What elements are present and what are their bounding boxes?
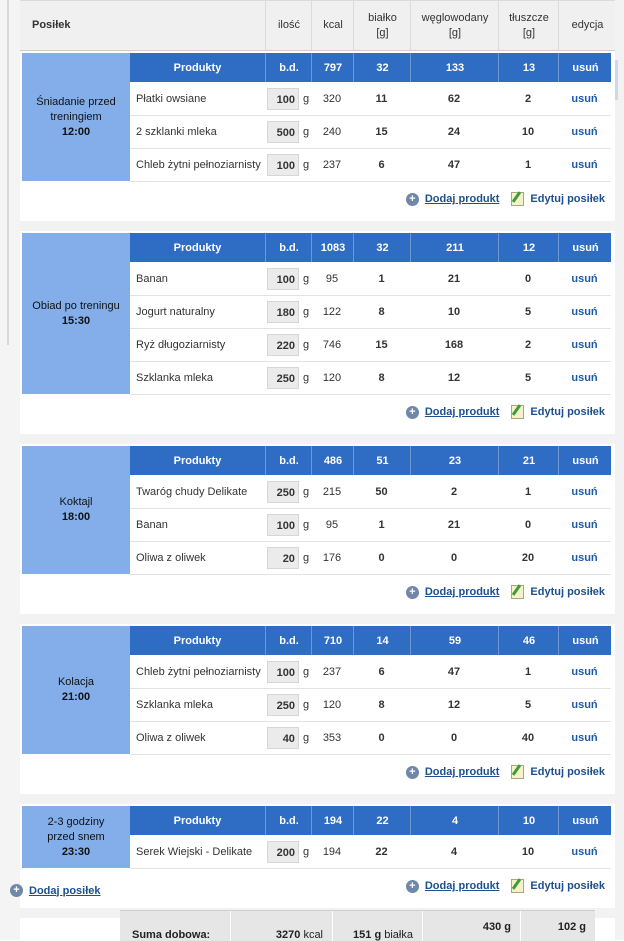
bd-label: b.d. (265, 446, 312, 475)
edit-pencil-icon (511, 765, 524, 779)
table-row (130, 361, 611, 395)
quantity-input[interactable]: 500 (267, 121, 299, 143)
summary-protein-unit: białka (384, 929, 413, 941)
meal-total-protein: 51 (353, 446, 411, 475)
summary-label: Suma dobowa: (132, 929, 211, 941)
delete-product-cell (558, 721, 611, 754)
meal-name-cell (22, 53, 130, 181)
quantity-input[interactable]: 220 (267, 334, 299, 356)
gram-unit: g (302, 92, 310, 105)
edit-meal-link[interactable]: Edytuj posiłek (530, 880, 605, 892)
product-fat: 5 (524, 305, 532, 318)
delete-product-link[interactable]: usuń (571, 371, 598, 384)
product-protein: 22 (375, 845, 388, 858)
quantity-input[interactable]: 100 (267, 661, 299, 683)
qty-cell (265, 361, 311, 394)
gram-unit: g (302, 665, 310, 678)
product-protein: 15 (375, 338, 388, 351)
product-kcal: 237 (322, 158, 342, 171)
product-name: Chleb żytni pełnoziarnisty (136, 665, 261, 678)
table-row (130, 721, 611, 755)
scrollbar-track[interactable] (615, 0, 624, 940)
product-protein: 0 (378, 551, 385, 564)
qty-cell (265, 655, 311, 688)
summary-label-cell (120, 911, 230, 941)
meal-total-protein: 32 (353, 233, 411, 262)
summary-kcal-value: 3270 (275, 929, 301, 941)
qty-cell (265, 295, 311, 328)
meal-total-kcal: 797 (311, 53, 354, 82)
table-row (130, 508, 611, 542)
delete-product-link[interactable]: usuń (571, 485, 598, 498)
product-carbs: 168 (444, 338, 464, 351)
meal-total-protein: 22 (353, 806, 411, 835)
meal-name: Obiad po treningu (32, 299, 120, 312)
summary-kcal-unit: kcal (303, 929, 323, 941)
table-row (130, 688, 611, 722)
product-kcal: 95 (325, 272, 339, 285)
product-kcal: 95 (325, 518, 339, 531)
meal-actions (406, 189, 605, 209)
header-meal: Posiłek (32, 19, 71, 31)
meal-name: Kolacja (57, 676, 95, 688)
product-name: Szklanka mleka (136, 698, 214, 711)
gram-unit: g (302, 338, 310, 351)
delete-product-cell (558, 148, 611, 181)
product-name: Płatki owsiane (136, 92, 207, 105)
products-header-label: Produkty (173, 241, 222, 254)
products-header-label: Produkty (173, 634, 222, 647)
table-row (130, 328, 611, 362)
add-product-link[interactable]: Dodaj produkt (424, 766, 500, 778)
product-fat: 40 (521, 731, 535, 744)
products-header-label: Produkty (173, 454, 222, 467)
product-name: Banan (136, 518, 168, 531)
meal-actions (406, 402, 605, 422)
gram-unit: g (302, 731, 310, 744)
delete-product-cell (558, 475, 611, 508)
gram-unit: g (302, 551, 310, 564)
quantity-input[interactable]: 100 (267, 88, 299, 110)
product-fat: 2 (524, 338, 532, 351)
product-fat: 1 (524, 485, 532, 498)
meal-total-fat: 13 (498, 53, 559, 82)
edit-pencil-icon (511, 405, 524, 419)
product-kcal: 237 (322, 665, 342, 678)
meal-total-kcal: 1083 (311, 233, 354, 262)
delete-product-cell (558, 262, 611, 295)
product-carbs: 2 (450, 485, 458, 498)
product-kcal: 120 (322, 698, 342, 711)
product-name: Jogurt naturalny (136, 305, 215, 318)
left-panel-edge (0, 0, 20, 940)
add-product-link[interactable]: Dodaj produkt (424, 193, 500, 205)
table-row (130, 115, 611, 149)
product-fat: 0 (524, 272, 532, 285)
products-header-label: Produkty (173, 61, 222, 74)
product-kcal: 746 (322, 338, 342, 351)
table-row (130, 148, 611, 182)
meal-name-cell (22, 806, 130, 868)
products-header-row (130, 806, 611, 835)
edit-pencil-icon (511, 585, 524, 599)
meal-time: 23:30 (61, 845, 91, 858)
product-kcal: 215 (322, 485, 342, 498)
product-carbs: 47 (447, 158, 461, 171)
product-name: Twaróg chudy Delikate (136, 485, 248, 498)
plus-circle-icon: + (10, 884, 23, 897)
gram-unit: g (302, 272, 310, 285)
plus-circle-icon: + (406, 766, 419, 779)
quantity-input[interactable]: 100 (267, 514, 299, 536)
meal-plan-table (20, 0, 615, 918)
header-qty: ilość (265, 1, 312, 50)
summary-fat-value: 102 g (557, 921, 586, 933)
delete-product-cell (558, 328, 611, 361)
header-kcal: kcal (311, 1, 354, 50)
gram-unit: g (302, 845, 310, 858)
products-header-row (130, 233, 611, 262)
meal-section (20, 231, 615, 434)
qty-cell (265, 148, 311, 181)
summary-carbs-cell (422, 911, 521, 941)
qty-cell (265, 688, 311, 721)
product-fat: 10 (521, 845, 535, 858)
quantity-input[interactable]: 250 (267, 481, 299, 503)
meal-name-cell (22, 446, 130, 574)
header-edit: edycja (558, 1, 616, 50)
delete-product-link[interactable]: usuń (571, 272, 598, 285)
table-row (130, 262, 611, 296)
meal-section (20, 624, 615, 794)
plus-circle-icon: + (406, 880, 419, 893)
product-fat: 2 (524, 92, 532, 105)
product-fat: 1 (524, 158, 532, 171)
meal-time: 18:00 (61, 511, 91, 523)
summary-fat-cell (520, 911, 596, 941)
meal-name: przed snem (47, 830, 105, 843)
meal-total-fat: 21 (498, 446, 559, 475)
meal-separator (20, 434, 615, 444)
product-fat: 5 (524, 371, 532, 384)
add-product-link[interactable]: Dodaj produkt (424, 586, 500, 598)
quantity-input[interactable]: 20 (267, 547, 299, 569)
summary-protein-cell (332, 911, 423, 941)
meal-name-cell (22, 233, 130, 394)
quantity-input[interactable]: 250 (267, 694, 299, 716)
meal-section (20, 804, 615, 908)
product-fat: 0 (524, 518, 532, 531)
product-name: Banan (136, 272, 168, 285)
product-kcal: 240 (322, 125, 342, 138)
product-carbs: 0 (450, 551, 458, 564)
edit-meal-link[interactable]: Edytuj posiłek (530, 193, 605, 205)
product-name: 2 szklanki mleka (136, 125, 217, 138)
product-name: Oliwa z oliwek (136, 551, 206, 564)
product-kcal: 320 (322, 92, 342, 105)
table-row (130, 475, 611, 509)
product-kcal: 194 (322, 845, 342, 858)
plus-circle-icon: + (406, 586, 419, 599)
products-header-row (130, 53, 611, 82)
meal-time: 12:00 (61, 125, 91, 138)
qty-cell (265, 835, 311, 868)
bd-label: b.d. (265, 53, 312, 82)
product-protein: 1 (378, 272, 385, 285)
product-name: Serek Wiejski - Delikate (136, 845, 253, 858)
product-carbs: 24 (447, 125, 461, 138)
meal-total-carbs: 23 (410, 446, 499, 475)
meal-total-carbs: 59 (410, 626, 499, 655)
delete-product-link[interactable]: usuń (571, 698, 598, 711)
product-carbs: 62 (447, 92, 461, 105)
product-carbs: 10 (447, 305, 461, 318)
delete-product-cell (558, 82, 611, 115)
product-protein: 8 (378, 305, 385, 318)
meals-container (20, 51, 615, 918)
add-meal-action[interactable] (10, 884, 101, 897)
gram-unit: g (302, 158, 310, 171)
meal-section (20, 51, 615, 221)
product-carbs: 47 (447, 665, 461, 678)
quantity-input[interactable]: 100 (267, 268, 299, 290)
qty-cell (265, 262, 311, 295)
delete-product-link[interactable]: usuń (571, 305, 598, 318)
table-row (130, 295, 611, 329)
product-protein: 15 (375, 125, 388, 138)
product-protein: 50 (375, 485, 388, 498)
product-fat: 5 (524, 698, 532, 711)
gram-unit: g (302, 371, 310, 384)
gram-unit: g (302, 698, 310, 711)
meal-name: Koktajl (59, 496, 93, 508)
meal-name-cell (22, 626, 130, 754)
summary-kcal-cell (230, 911, 333, 941)
product-protein: 8 (378, 698, 385, 711)
product-fat: 10 (521, 125, 535, 138)
qty-cell (265, 328, 311, 361)
delete-meal-button[interactable]: usuń (558, 233, 612, 262)
bd-label: b.d. (265, 233, 312, 262)
edit-meal-link[interactable]: Edytuj posiłek (530, 766, 605, 778)
meal-total-protein: 14 (353, 626, 411, 655)
meal-separator (20, 794, 615, 804)
summary-protein-value: 151 g (353, 929, 382, 941)
table-row (130, 655, 611, 689)
qty-cell (265, 115, 311, 148)
delete-meal-button[interactable]: usuń (558, 806, 612, 835)
delete-product-cell (558, 688, 611, 721)
product-carbs: 4 (450, 845, 458, 858)
quantity-input[interactable]: 250 (267, 367, 299, 389)
delete-product-cell (558, 508, 611, 541)
meal-total-protein: 32 (353, 53, 411, 82)
product-carbs: 21 (447, 518, 461, 531)
header-protein: białko [g] (353, 1, 411, 50)
products-header-row (130, 446, 611, 475)
delete-product-link[interactable]: usuń (571, 92, 598, 105)
bd-label: b.d. (265, 806, 312, 835)
delete-product-link[interactable]: usuń (571, 731, 598, 744)
product-carbs: 12 (447, 698, 461, 711)
delete-meal-button[interactable]: usuń (558, 446, 612, 475)
meal-time: 21:00 (61, 691, 91, 703)
qty-cell (265, 541, 311, 574)
product-kcal: 353 (322, 731, 342, 744)
quantity-input[interactable]: 100 (267, 154, 299, 176)
add-product-link[interactable]: Dodaj produkt (424, 880, 500, 892)
delete-product-cell (558, 835, 611, 868)
meal-total-fat: 12 (498, 233, 559, 262)
qty-cell (265, 475, 311, 508)
edit-meal-link[interactable]: Edytuj posiłek (530, 406, 605, 418)
delete-product-link[interactable]: usuń (571, 125, 598, 138)
meal-total-fat: 10 (498, 806, 559, 835)
delete-product-link[interactable]: usuń (571, 518, 598, 531)
edit-meal-link[interactable]: Edytuj posiłek (530, 586, 605, 598)
product-name: Chleb żytni pełnoziarnisty (136, 158, 261, 171)
plus-circle-icon: + (406, 193, 419, 206)
product-carbs: 0 (450, 731, 458, 744)
quantity-input[interactable]: 200 (267, 841, 299, 863)
delete-product-cell (558, 655, 611, 688)
product-protein: 8 (378, 371, 385, 384)
product-kcal: 176 (322, 551, 342, 564)
header-carbs: węglowodany [g] (410, 1, 499, 50)
bd-label: b.d. (265, 626, 312, 655)
product-carbs: 21 (447, 272, 461, 285)
gram-unit: g (302, 485, 310, 498)
delete-product-cell (558, 361, 611, 394)
product-name: Szklanka mleka (136, 371, 214, 384)
quantity-input[interactable]: 40 (267, 727, 299, 749)
meal-total-carbs: 133 (410, 53, 499, 82)
quantity-input[interactable]: 180 (267, 301, 299, 323)
meal-total-carbs: 211 (410, 233, 499, 262)
products-header-row (130, 626, 611, 655)
product-kcal: 120 (322, 371, 342, 384)
meal-total-kcal: 486 (311, 446, 354, 475)
product-fat: 1 (524, 665, 532, 678)
product-name: Oliwa z oliwek (136, 731, 206, 744)
products-header-label: Produkty (173, 814, 222, 827)
edit-pencil-icon (511, 879, 524, 893)
product-protein: 6 (378, 158, 385, 171)
table-row (130, 541, 611, 575)
delete-product-link[interactable]: usuń (571, 338, 598, 351)
product-carbs: 12 (447, 371, 461, 384)
delete-product-link[interactable]: usuń (571, 845, 598, 858)
meal-time: 15:30 (61, 314, 91, 327)
gram-unit: g (302, 518, 310, 531)
delete-product-cell (558, 295, 611, 328)
meal-actions (406, 876, 605, 896)
meal-total-fat: 46 (498, 626, 559, 655)
meal-section (20, 444, 615, 614)
product-kcal: 122 (322, 305, 342, 318)
meal-name: treningiem (50, 110, 102, 123)
product-protein: 6 (378, 665, 385, 678)
daily-summary (120, 910, 595, 941)
meal-name: 2-3 godziny (47, 815, 105, 828)
gram-unit: g (302, 305, 310, 318)
meal-actions (406, 762, 605, 782)
table-row (130, 835, 611, 869)
add-product-link[interactable]: Dodaj produkt (424, 406, 500, 418)
product-fat: 20 (521, 551, 535, 564)
qty-cell (265, 508, 311, 541)
product-protein: 1 (378, 518, 385, 531)
gram-unit: g (302, 125, 310, 138)
table-header (20, 0, 615, 51)
add-meal-link[interactable]: Dodaj posiłek (29, 884, 101, 897)
delete-product-link[interactable]: usuń (571, 665, 598, 678)
product-protein: 0 (378, 731, 385, 744)
meal-name: Śniadanie przed (36, 95, 116, 108)
product-protein: 11 (375, 92, 388, 105)
meal-actions (406, 582, 605, 602)
delete-product-link[interactable]: usuń (571, 158, 598, 171)
summary-carbs-value: 430 g (482, 921, 511, 933)
meal-separator (20, 221, 615, 231)
meal-total-carbs: 4 (410, 806, 499, 835)
header-fat: tłuszcze [g] (498, 1, 559, 50)
delete-meal-button[interactable]: usuń (558, 53, 612, 82)
qty-cell (265, 721, 311, 754)
qty-cell (265, 82, 311, 115)
edit-pencil-icon (511, 192, 524, 206)
meal-total-kcal: 710 (311, 626, 354, 655)
meal-separator (20, 614, 615, 624)
delete-meal-button[interactable]: usuń (558, 626, 612, 655)
delete-product-cell (558, 541, 611, 574)
plus-circle-icon: + (406, 406, 419, 419)
meal-total-kcal: 194 (311, 806, 354, 835)
delete-product-cell (558, 115, 611, 148)
delete-product-link[interactable]: usuń (571, 551, 598, 564)
product-name: Ryż długoziarnisty (136, 338, 226, 351)
table-row (130, 82, 611, 116)
